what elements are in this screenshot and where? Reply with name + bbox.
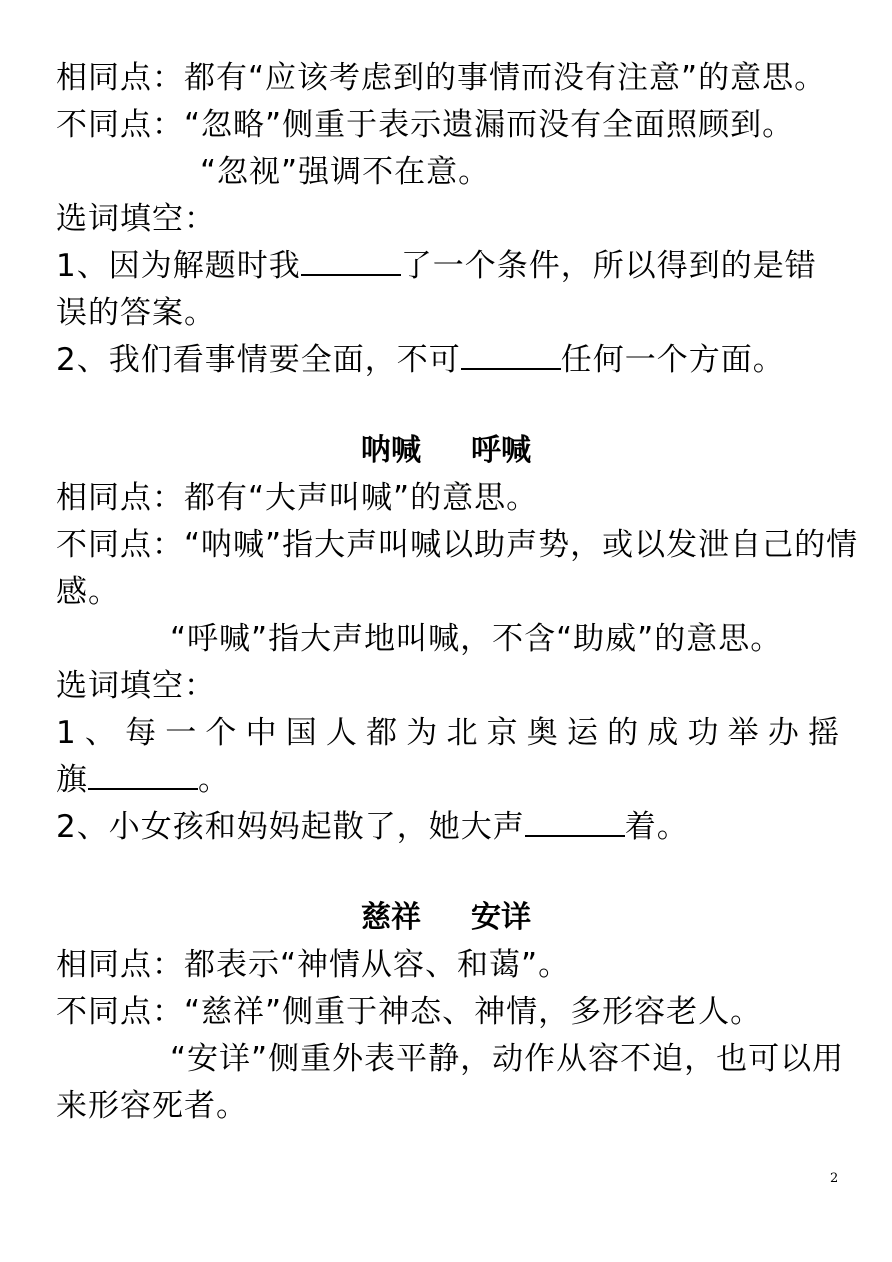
section3-diff-point-2-cont: 来形容死者。 — [56, 1088, 248, 1124]
section2-question-2 — [56, 804, 840, 850]
section3-heading-word1: 慈祥 — [361, 900, 421, 935]
section1-q2-blank[interactable] — [461, 338, 561, 370]
section3-same-point: 相同点：都表示“神情从容、和蔼”。 — [56, 947, 571, 983]
section2-question-1-cont — [56, 757, 840, 803]
section1-q1-blank[interactable] — [301, 244, 401, 276]
section1-question-2 — [56, 337, 840, 383]
section1-fill-title: 选词填空： — [56, 201, 216, 237]
section1-q1-text-a: 1、因为解题时我 — [56, 248, 301, 284]
section1-same-point: 相同点：都有“应该考虑到的事情而没有注意”的意思。 — [56, 60, 827, 96]
page-number: 2 — [830, 1171, 839, 1186]
section2-diff-point-1-cont: 感。 — [56, 574, 120, 610]
section2-heading-word1: 呐喊 — [361, 433, 421, 468]
section2-heading — [0, 428, 892, 474]
section1-q2-text-a: 2、我们看事情要全面，不可 — [56, 342, 461, 378]
section2-q1-text-a: 旗 — [56, 762, 88, 798]
section2-heading-word2: 呼喊 — [471, 433, 531, 468]
section1-q1-text-b: 了一个条件，所以得到的是错 — [400, 248, 817, 284]
section3-diff-point-2: “安详”侧重外表平静，动作从容不迫，也可以用 — [170, 1041, 845, 1077]
section2-q2-blank[interactable] — [525, 805, 625, 837]
section2-diff-point-2: “呼喊”指大声地叫喊，不含“助威”的意思。 — [170, 621, 783, 657]
section3-heading — [0, 895, 892, 941]
section2-diff-point-1: 不同点：“呐喊”指大声叫喊以助声势，或以发泄自己的情 — [56, 527, 859, 563]
section2-same-point: 相同点：都有“大声叫喊”的意思。 — [56, 480, 539, 516]
section1-diff-point-1: 不同点：“忽略”侧重于表示遗漏而没有全面照顾到。 — [56, 107, 795, 143]
section3-heading-word2: 安详 — [471, 900, 531, 935]
section2-fill-title: 选词填空： — [56, 668, 216, 704]
section2-question-1: 1、每一个中国人都为北京奥运的成功举办摇 — [56, 715, 840, 751]
section1-q2-text-b: 任何一个方面。 — [560, 342, 785, 378]
section2-q1-text-b: 。 — [198, 762, 230, 798]
section1-diff-point-2: “忽视”强调不在意。 — [200, 154, 491, 190]
section2-q1-blank[interactable] — [88, 758, 198, 790]
section1-question-1 — [56, 243, 840, 289]
section3-diff-point-1: 不同点：“慈祥”侧重于神态、神情，多形容老人。 — [56, 994, 763, 1030]
section2-q2-text-a: 2、小女孩和妈妈起散了，她大声 — [56, 809, 525, 845]
section2-q2-text-b: 着。 — [624, 809, 689, 845]
section1-question-1-cont: 误的答案。 — [56, 295, 216, 331]
